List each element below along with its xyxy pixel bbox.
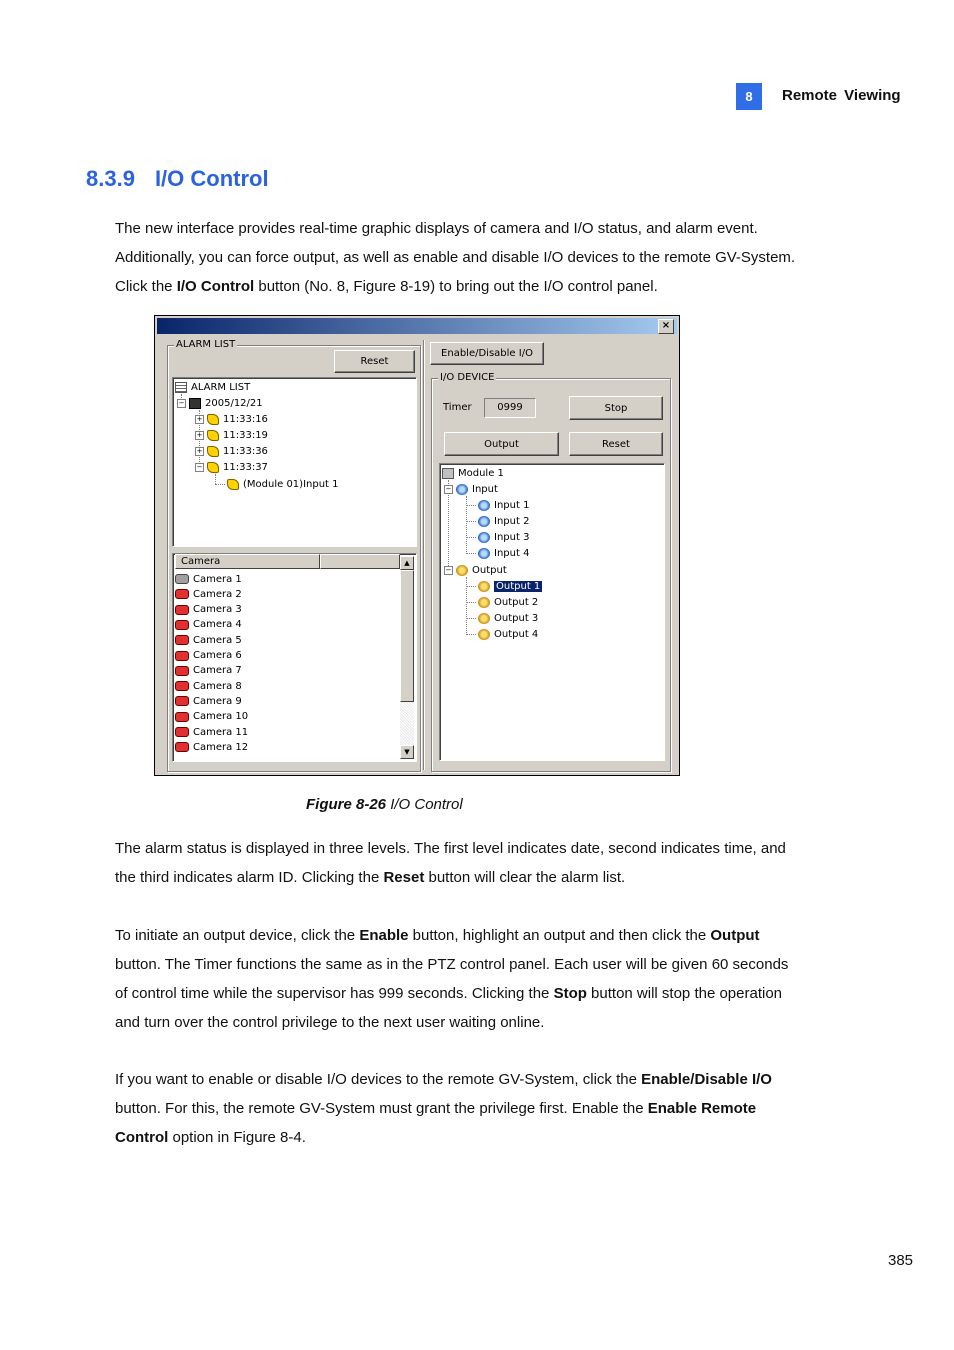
section-name: I/O Control (154, 166, 269, 191)
close-button[interactable]: × (658, 319, 674, 334)
camera-row[interactable] (175, 603, 242, 617)
output-icon (478, 581, 490, 592)
list-icon (175, 382, 187, 393)
tree-module[interactable]: Module 1 (442, 466, 504, 480)
stop-button[interactable]: Stop (569, 396, 663, 420)
tree-output-4[interactable]: Output 4 (478, 627, 538, 641)
tree-date[interactable]: − 2005/12/21 (178, 397, 263, 409)
scroll-up-icon[interactable]: ▲ (400, 556, 414, 570)
section-title (86, 166, 269, 192)
camera-row[interactable] (175, 694, 242, 708)
tree-output[interactable]: − Output (445, 564, 507, 576)
camera-label: Camera 9 (193, 695, 242, 707)
camera-icon (175, 727, 189, 737)
io-tree[interactable] (439, 463, 665, 761)
output-paragraph: To initiate an output device, click the Enable button, highlight an output and then click the Output button. The Timer functions the same as in the PTZ control panel. Each user will be given 60 seconds of control time while the supervisor has 999 seconds. Clicking the Stop button will stop the operation and turn over the control privilege to the next user waiting online. (115, 927, 789, 1031)
tree-alarm-child[interactable]: (Module 01)Input 1 (227, 477, 339, 491)
enable-disable-io-button[interactable]: Enable/Disable I/O (430, 342, 544, 365)
alarm-group-label: ALARM LIST (176, 339, 236, 350)
input-icon (478, 516, 490, 527)
reset-io-button[interactable]: Reset (569, 432, 663, 456)
tree-input-3[interactable]: Input 3 (478, 530, 529, 544)
camera-icon (175, 605, 189, 615)
tree-time-1[interactable]: + 11:33:16 (196, 413, 268, 425)
timer-field[interactable]: 0999 (484, 398, 536, 418)
calendar-icon (189, 398, 201, 409)
intro-line-2: Additionally, you can force output, as well as enable and disable I/O devices to the remote GV-System. (115, 249, 796, 266)
blank-column-header[interactable] (320, 554, 400, 569)
section-number: 8.3.9 (86, 166, 135, 191)
output-button[interactable]: Output (444, 432, 559, 456)
expand-icon[interactable]: + (196, 430, 203, 439)
tree-time-3[interactable]: + 11:33:36 (196, 445, 268, 457)
io-group-label: I/O DEVICE (440, 372, 495, 383)
output-icon (478, 597, 490, 608)
tree-output-3[interactable]: Output 3 (478, 611, 538, 625)
scroll-down-icon[interactable]: ▼ (400, 745, 414, 759)
camera-row[interactable] (175, 710, 248, 724)
reset-button[interactable]: Reset (334, 350, 415, 373)
camera-label: Camera 11 (193, 726, 249, 738)
intro-line-3: Click the I/O Control button (No. 8, Figure 8-19) to bring out the I/O control panel. (115, 278, 658, 295)
chapter-title: Remote Viewing (782, 87, 901, 104)
camera-row[interactable] (175, 679, 242, 693)
collapse-icon[interactable]: − (445, 484, 452, 493)
camera-icon (175, 696, 189, 706)
camera-icon (175, 589, 189, 599)
chapter-badge: 8 (736, 83, 762, 110)
camera-label: Camera 3 (193, 604, 242, 616)
camera-icon (175, 635, 189, 645)
camera-row[interactable] (175, 587, 242, 601)
alarm-icon (207, 446, 219, 457)
camera-icon (175, 666, 189, 676)
pane-divider (423, 340, 425, 770)
tree-time-2[interactable]: + 11:33:19 (196, 429, 268, 441)
tree-root[interactable]: ALARM LIST (175, 380, 250, 394)
collapse-icon[interactable]: − (196, 462, 203, 471)
intro-paragraph (115, 214, 845, 301)
camera-row[interactable] (175, 618, 242, 632)
alarm-status-paragraph: The alarm status is displayed in three levels. The first level indicates date, second indicates time, and the third indicates alarm ID. Clicking the Reset button will clear the alarm list. (115, 840, 786, 886)
output-icon (456, 565, 468, 576)
camera-row[interactable] (175, 633, 242, 647)
tree-input[interactable]: − Input (445, 483, 498, 495)
camera-row[interactable] (175, 725, 248, 739)
camera-row[interactable] (175, 649, 242, 663)
camera-column-header[interactable]: Camera (175, 554, 320, 569)
camera-label: Camera 4 (193, 619, 242, 631)
alarm-icon (207, 462, 219, 473)
tree-output-1[interactable]: Output 1 (478, 579, 542, 593)
collapse-icon[interactable]: − (178, 398, 185, 407)
camera-row[interactable] (175, 664, 242, 678)
input-icon (456, 484, 468, 495)
tree-time-4[interactable]: − 11:33:37 (196, 461, 268, 473)
io-control-window (154, 315, 680, 776)
alarm-tree[interactable] (172, 377, 417, 547)
camera-row[interactable] (175, 740, 248, 754)
camera-icon (175, 651, 189, 661)
tree-input-4[interactable]: Input 4 (478, 546, 529, 560)
camera-label: Camera 1 (193, 573, 242, 585)
output-icon (478, 613, 490, 624)
intro-line-1: The new interface provides real-time graphic displays of camera and I/O status, and alarm event. (115, 220, 758, 237)
module-icon (442, 468, 454, 479)
expand-icon[interactable]: + (196, 446, 203, 455)
camera-list[interactable] (172, 553, 417, 762)
camera-icon (175, 681, 189, 691)
alarm-icon (207, 430, 219, 441)
enable-disable-paragraph: If you want to enable or disable I/O devices to the remote GV-System, click the Enable/Disable I/O button. For this, the remote GV-System must grant the privilege first. Enable the Enable Remote Control option in Figure 8-4. (115, 1071, 772, 1146)
camera-icon (175, 712, 189, 722)
timer-label: Timer (443, 402, 472, 413)
input-icon (478, 500, 490, 511)
camera-label: Camera 10 (193, 711, 249, 723)
camera-icon (175, 620, 189, 630)
collapse-icon[interactable]: − (445, 565, 452, 574)
camera-label: Camera 5 (193, 634, 242, 646)
expand-icon[interactable]: + (196, 414, 203, 423)
camera-label: Camera 12 (193, 741, 249, 753)
camera-row[interactable] (175, 572, 242, 586)
tree-input-1[interactable]: Input 1 (478, 498, 529, 512)
input-icon (478, 548, 490, 559)
input-icon (478, 532, 490, 543)
window-titlebar (157, 318, 677, 334)
camera-icon (175, 742, 189, 752)
output-icon (478, 629, 490, 640)
tree-input-2[interactable]: Input 2 (478, 514, 529, 528)
camera-label: Camera 8 (193, 680, 242, 692)
alarm-icon (227, 479, 239, 490)
page-number: 385 (888, 1252, 914, 1269)
tree-output-2[interactable]: Output 2 (478, 595, 538, 609)
camera-label: Camera 7 (193, 665, 242, 677)
camera-label: Camera 2 (193, 588, 242, 600)
scroll-thumb[interactable] (400, 570, 414, 702)
camera-label: Camera 6 (193, 650, 242, 661)
camera-icon (175, 574, 189, 584)
figure-caption: Figure 8-26 I/O Control (306, 796, 463, 813)
alarm-icon (207, 414, 219, 425)
